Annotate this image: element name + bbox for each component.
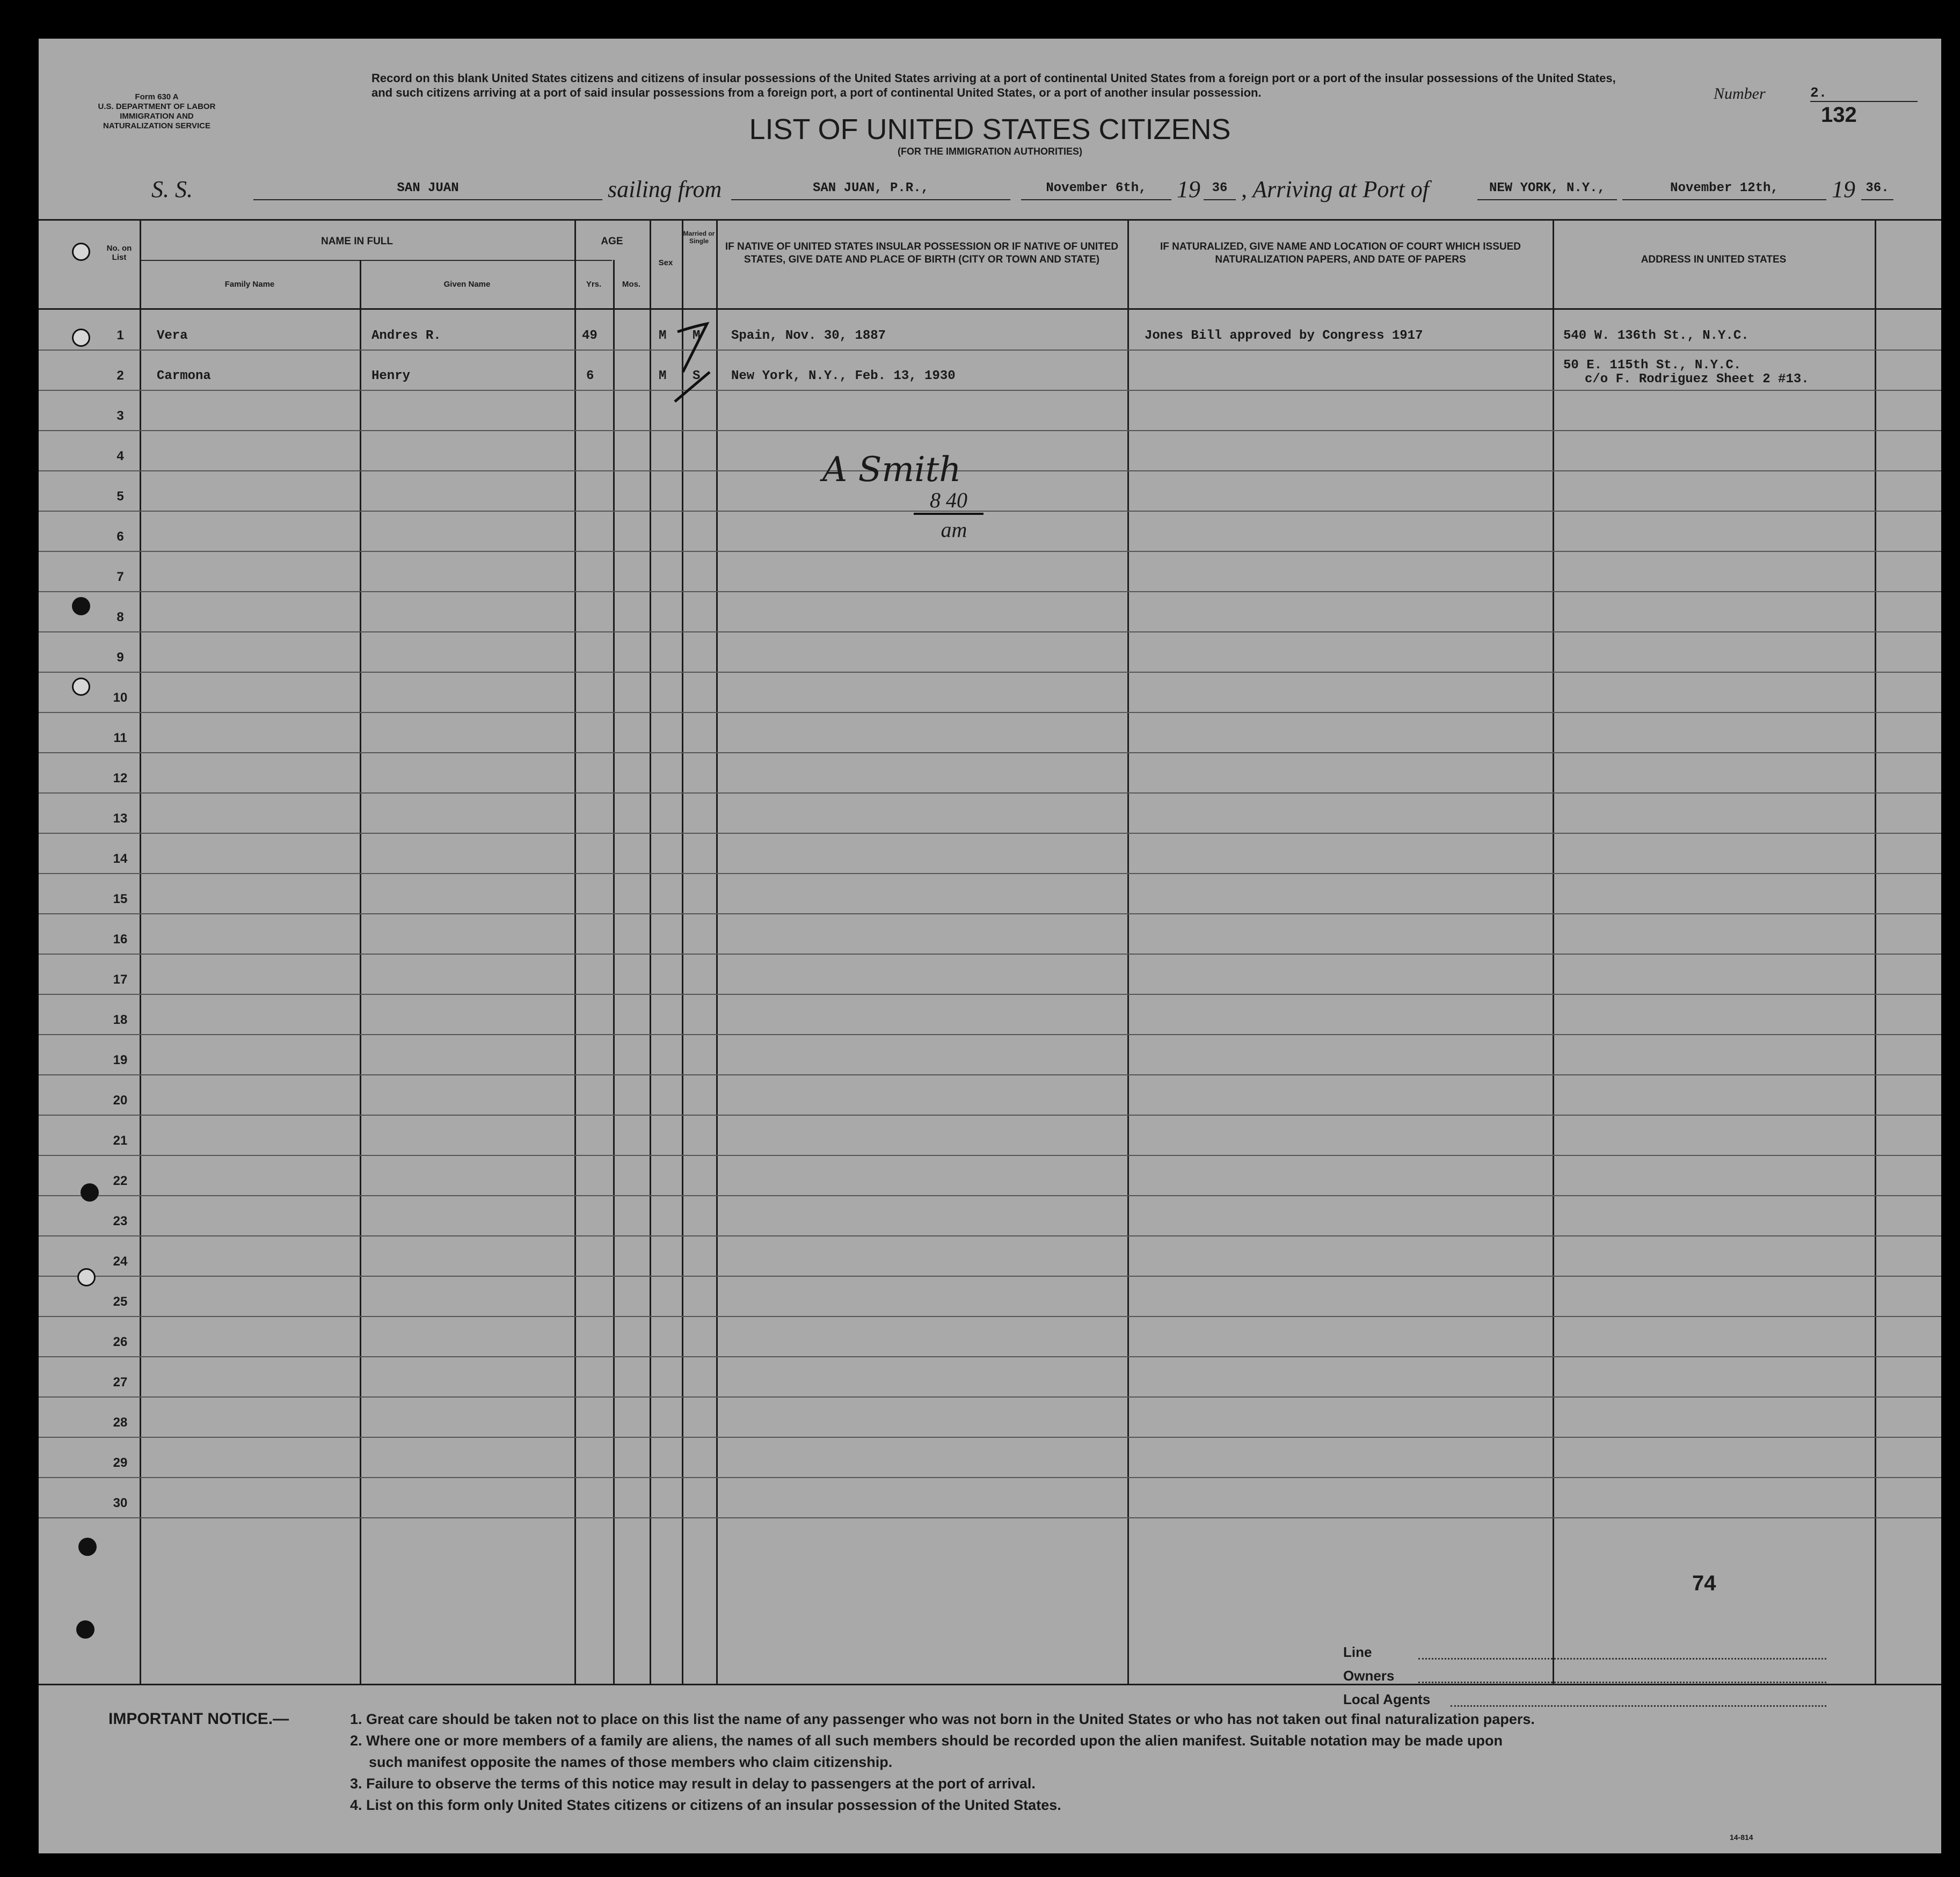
table-row [39, 753, 1941, 794]
footer-code: 14-814 [1730, 1833, 1753, 1842]
from-port: SAN JUAN, P.R., [731, 181, 1010, 200]
table-row [39, 713, 1941, 753]
notice-item: 3. Failure to observe the terms of this notice may result in delay to passengers at the port of arrival. [350, 1776, 1036, 1792]
form-id-line: NATURALIZATION SERVICE [103, 121, 210, 130]
row-number: 11 [113, 731, 127, 745]
table-row [39, 834, 1941, 874]
header-married-single: Married or Single [683, 230, 715, 245]
row-number: 10 [113, 690, 128, 705]
age-years: 49 [582, 329, 598, 343]
table-row [39, 310, 1941, 351]
address: 540 W. 136th St., N.Y.C. [1563, 329, 1749, 343]
arrival-year-prefix: 19 [1832, 176, 1855, 202]
arriving-label: , Arriving at Port of [1241, 176, 1429, 202]
line-label: Line [1343, 1644, 1372, 1660]
row-number: 28 [113, 1415, 128, 1430]
sex: M [659, 329, 667, 343]
punch-hole [78, 1538, 97, 1556]
local-agents-field [1343, 1686, 1826, 1709]
manifest-table [39, 219, 1941, 1685]
ship-name: SAN JUAN [253, 181, 602, 200]
row-number: 16 [113, 932, 128, 947]
table-row [39, 1236, 1941, 1277]
row-number: 15 [113, 892, 128, 906]
table-row [39, 874, 1941, 914]
row-number: 21 [113, 1133, 128, 1148]
row-number: 20 [113, 1093, 128, 1108]
sail-year: 36 [1204, 181, 1236, 200]
punch-hole [72, 243, 90, 261]
row-number: 27 [113, 1375, 128, 1389]
row-number: 25 [113, 1294, 128, 1309]
header-address: ADDRESS IN UNITED STATES [1641, 254, 1787, 265]
owners-label: Owners [1343, 1668, 1395, 1684]
table-row [39, 1196, 1941, 1236]
header-age: AGE [601, 236, 623, 247]
time-denominator: am [941, 518, 967, 542]
local-agents-label: Local Agents [1343, 1691, 1431, 1707]
manifest-sheet [39, 39, 1941, 1853]
row-number: 18 [113, 1013, 128, 1027]
row-number: 13 [113, 811, 128, 826]
table-row [39, 1035, 1941, 1075]
table-row [39, 995, 1941, 1035]
row-number: 26 [113, 1335, 128, 1349]
table-row [39, 512, 1941, 552]
time-numerator: 8 40 [914, 488, 983, 515]
birth-place-date: New York, N.Y., Feb. 13, 1930 [731, 369, 956, 383]
table-row [39, 673, 1941, 713]
table-row [39, 1116, 1941, 1156]
header-no: No. on List [106, 244, 132, 262]
notice-item: 2. Where one or more members of a family are aliens, the names of all such members should be recorded upon the alien manifest. Suitable notation may be made upon [350, 1733, 1503, 1749]
table-row [39, 1478, 1941, 1518]
form-id-line: IMMIGRATION AND [120, 112, 194, 121]
row-number: 17 [113, 972, 128, 987]
table-row [39, 1398, 1941, 1438]
page-stamp: 132 [1821, 103, 1857, 127]
notice-item: 1. Great care should be taken not to place on this list the name of any passenger who was not born in the United States or who has not taken out final naturalization papers. [350, 1711, 1535, 1727]
table-row [39, 794, 1941, 834]
family-name: Vera [157, 329, 188, 343]
header-sex: Sex [658, 258, 673, 267]
table-row [39, 351, 1941, 391]
table-row [39, 1075, 1941, 1116]
table-row [39, 955, 1941, 995]
table-row [39, 1357, 1941, 1398]
header-mos: Mos. [622, 280, 641, 289]
notice-item: such manifest opposite the names of those members who claim citizenship. [369, 1754, 893, 1770]
table-row [39, 1438, 1941, 1478]
given-name: Andres R. [371, 329, 441, 343]
header-yrs: Yrs. [586, 280, 602, 289]
punch-hole [81, 1183, 99, 1202]
table-row [39, 632, 1941, 673]
header-family-name: Family Name [224, 280, 275, 289]
punch-hole [72, 597, 90, 615]
row-number: 1 [116, 328, 124, 343]
row-number: 29 [113, 1456, 128, 1470]
arrival-port: NEW YORK, N.Y., [1477, 181, 1617, 200]
punch-hole [76, 1620, 94, 1639]
tally-number: 74 [1692, 1572, 1716, 1595]
table-row [39, 391, 1941, 431]
row-number: 24 [113, 1254, 128, 1269]
line-field [1343, 1639, 1826, 1662]
table-row [39, 1156, 1941, 1196]
row-number: 14 [113, 852, 128, 866]
punch-hole [77, 1268, 96, 1286]
row-number: 19 [113, 1053, 128, 1067]
row-number: 7 [116, 570, 124, 584]
given-name: Henry [371, 369, 411, 383]
notice-item: 4. List on this form only United States citizens or citizens of an insular possession of the United States. [350, 1797, 1061, 1813]
header-naturalized: IF NATURALIZED, GIVE NAME AND LOCATION OF COURT WHICH ISSUED NATURALIZATION PAPERS, AND DATE OF PAPERS [1160, 241, 1521, 265]
arrival-year: 36. [1861, 181, 1893, 200]
punch-hole [72, 678, 90, 696]
ss-label: S. S. [151, 176, 193, 202]
row-number: 6 [116, 529, 124, 544]
form-id-line: U.S. DEPARTMENT OF LABOR [98, 102, 216, 111]
table-row [39, 914, 1941, 955]
owners-field [1343, 1662, 1826, 1686]
row-number: 23 [113, 1214, 128, 1228]
row-number: 30 [113, 1496, 128, 1510]
row-number: 5 [116, 489, 124, 504]
table-row [39, 592, 1941, 632]
naturalization: Jones Bill approved by Congress 1917 [1145, 329, 1423, 343]
table-row [39, 1317, 1941, 1357]
birth-place-date: Spain, Nov. 30, 1887 [731, 329, 886, 343]
table-row [39, 431, 1941, 471]
row-number: 22 [113, 1174, 128, 1188]
marital-status: S [693, 369, 701, 383]
form-id-line: Form 630 A [135, 92, 179, 101]
row-number: 4 [116, 449, 124, 463]
header-given-name: Given Name [443, 280, 491, 289]
table-row [39, 552, 1941, 592]
age-years: 6 [586, 369, 594, 383]
address: 50 E. 115th St., N.Y.C. [1563, 358, 1742, 373]
sail-year-prefix: 19 [1177, 176, 1200, 202]
sailing-label: sailing from [608, 176, 722, 202]
footer-fields [1343, 1639, 1826, 1709]
notice-heading: IMPORTANT NOTICE.— [108, 1710, 289, 1728]
voyage-line [39, 176, 1941, 208]
marital-status: M [693, 329, 701, 343]
form-instructions: Record on this blank United States citizens and citizens of insular possessions of the United States arriving at a port of continental United States from a foreign port or a port of the insular possessions of the United States, and such citizens arriving at a port of said insular possessions from a foreign port, a port of continental United States, or a port of another insular possession. [371, 71, 1616, 99]
punch-hole [72, 329, 90, 347]
signature: A Smith [822, 450, 961, 490]
check-marks [656, 321, 715, 412]
number-label: Number [1714, 85, 1766, 103]
address-line-2: c/o F. Rodriguez Sheet 2 #13. [1585, 372, 1809, 387]
header-birth: IF NATIVE OF UNITED STATES INSULAR POSSESSION OR IF NATIVE OF UNITED STATES, GIVE DATE AND PLACE OF BIRTH (CITY OR TOWN AND STATE) [725, 241, 1119, 265]
sail-date: November 6th, [1021, 181, 1171, 200]
family-name: Carmona [157, 369, 211, 383]
row-number: 9 [116, 650, 124, 665]
header-name-in-full: NAME IN FULL [320, 236, 394, 247]
table-row [39, 471, 1941, 512]
row-number: 8 [116, 610, 124, 624]
sex: M [659, 369, 667, 383]
page-title: LIST OF UNITED STATES CITIZENS [749, 113, 1231, 145]
row-number: 2 [116, 368, 124, 383]
arrival-date: November 12th, [1622, 181, 1826, 200]
page-subtitle: (FOR THE IMMIGRATION AUTHORITIES) [898, 146, 1082, 157]
table-row [39, 1277, 1941, 1317]
row-number: 12 [113, 771, 128, 785]
number-value: 2. [1810, 85, 1918, 102]
row-number: 3 [116, 409, 124, 423]
